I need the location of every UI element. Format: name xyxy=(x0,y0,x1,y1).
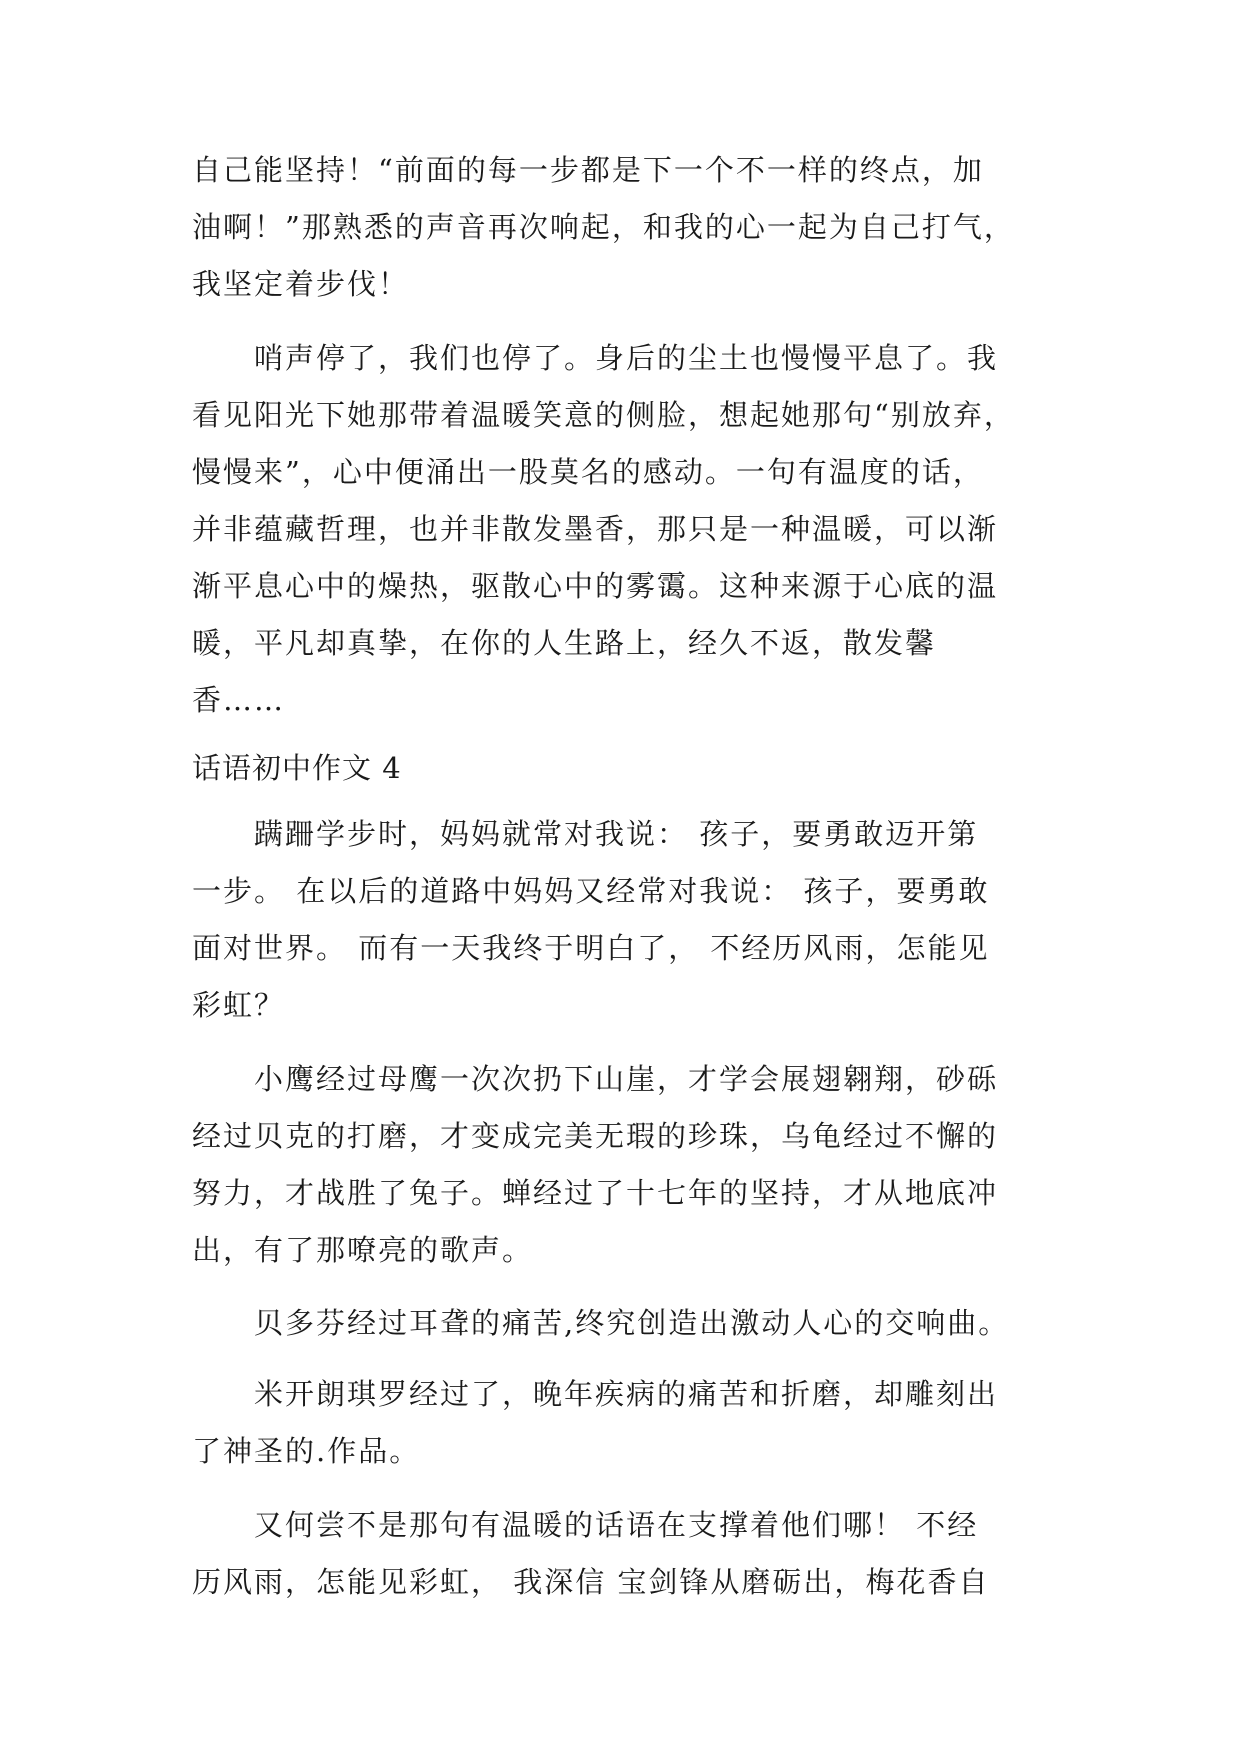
text-line: 香…… xyxy=(192,683,286,717)
text-line: 看见阳光下她那带着温暖笑意的侧脸，想起她那句“别放弃， xyxy=(192,398,1015,432)
text-line: 经过贝克的打磨，才变成完美无瑕的珍珠，乌龟经过不懈的 xyxy=(192,1119,999,1153)
paragraph-first-line: 贝多芬经过耳聋的痛苦,终究创造出激动人心的交响曲。 xyxy=(254,1306,1010,1340)
text-line: 我坚定着步伐！ xyxy=(192,267,410,301)
text-line: 渐平息心中的燥热，驱散心中的雾霭。这种来源于心底的温 xyxy=(192,569,999,603)
text-line: 暖，平凡却真挚，在你的人生路上，经久不返，散发馨 xyxy=(192,626,937,660)
text-line: 面对世界。 而有一天我终于明白了， 不经历风雨，怎能见 xyxy=(192,931,990,965)
text-line: 并非蕴藏哲理，也并非散发墨香，那只是一种温暖，可以渐 xyxy=(192,512,999,546)
paragraph-first-line: 米开朗琪罗经过了，晚年疾病的痛苦和折磨，却雕刻出 xyxy=(254,1377,999,1411)
paragraph-first-line: 哨声停了，我们也停了。身后的尘土也慢慢平息了。我 xyxy=(254,341,999,375)
text-line: 慢慢来”，心中便涌出一股莫名的感动。一句有温度的话， xyxy=(192,455,984,489)
text-line: 自己能坚持！“前面的每一步都是下一个不一样的终点，加 xyxy=(192,153,984,187)
paragraph-first-line: 小鹰经过母鹰一次次扔下山崖，才学会展翅翱翔，砂砾 xyxy=(254,1062,999,1096)
text-line: 努力，才战胜了兔子。蝉经过了十七年的坚持，才从地底冲 xyxy=(192,1176,999,1210)
text-line: 油啊！”那熟悉的声音再次响起，和我的心一起为自己打气， xyxy=(192,210,1015,244)
paragraph-first-line: 又何尝不是那句有温暖的话语在支撑着他们哪！ 不经 xyxy=(254,1508,979,1542)
text-line: 历风雨，怎能见彩虹， 我深信 宝剑锋从磨砺出，梅花香自 xyxy=(192,1565,990,1599)
section-heading: 话语初中作文 4 xyxy=(192,751,402,785)
text-line: 彩虹？ xyxy=(192,988,286,1022)
text-line: 了神圣的.作品。 xyxy=(192,1434,421,1468)
paragraph-first-line: 蹒跚学步时，妈妈就常对我说： 孩子，要勇敢迈开第 xyxy=(254,817,979,851)
text-line: 出，有了那嘹亮的歌声。 xyxy=(192,1233,534,1267)
text-line: 一步。 在以后的道路中妈妈又经常对我说： 孩子，要勇敢 xyxy=(192,874,990,908)
